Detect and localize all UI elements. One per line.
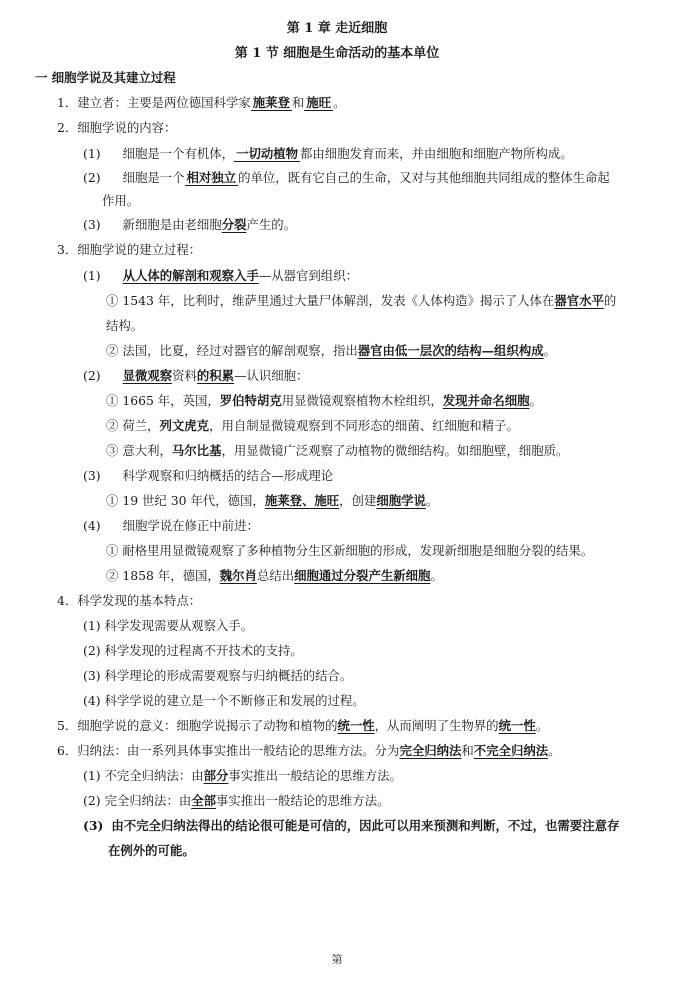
p3-s1-num: (1)	[83, 268, 101, 283]
p6-e: 。	[548, 743, 561, 758]
p2-item-2	[83, 170, 610, 186]
part-heading: 一 细胞学说及其建立过程	[35, 70, 176, 85]
p1-end: 。	[333, 95, 346, 110]
p3-s4-heading	[83, 518, 259, 534]
p2-i2-num: (2)	[83, 170, 101, 185]
paragraph-6	[57, 743, 561, 759]
p1-and: 和	[291, 95, 305, 110]
p6-u1: 完全归纳法	[399, 743, 462, 758]
p3-s4-d2-e: 。	[430, 568, 443, 583]
p3-s4-d2-a: ② 1858 年，德国，	[106, 568, 220, 583]
p3-s2-b2	[106, 418, 519, 434]
p3-s2-tail: —认识细胞：	[234, 368, 309, 383]
p3-s4-d1: ① 耐格里用显微镜观察了多种植物分生区新细胞的形成，发现新细胞是细胞分裂的结果。	[106, 543, 594, 558]
p3-s1-tail: —从器官到组织：	[258, 268, 358, 283]
p4-item: (4) 科学学说的建立是一个不断修正和发展的过程。	[83, 693, 365, 708]
p3-s3-head: 科学观察和归纳概括的结合—形成理论	[122, 468, 334, 483]
p2-i2-a: 细胞是一个	[122, 170, 185, 185]
p3-s4-num: (4)	[83, 518, 101, 533]
p6-item-1	[83, 768, 402, 784]
p2-i3-a: 新细胞是由老细胞	[122, 217, 222, 232]
p2-i1-num: (1)	[83, 146, 101, 161]
p2-i1-b: 都由细胞发育而来，并由细胞和细胞产物所构成。	[300, 146, 573, 161]
p3-s2-b1-e: 。	[529, 393, 542, 408]
p2-i1-a: 细胞是一个有机体，	[122, 146, 235, 161]
section-title: 第 1 节 细胞是生命活动的基本单位	[234, 46, 440, 61]
p5-u2: 统一性	[498, 718, 536, 733]
p6-i3-a: 由不完全归纳法得出的结论很可能是可信的，因此可以用来预测和判断，不过，也需要注意存	[111, 818, 620, 833]
p3-s3-num: (3)	[83, 468, 101, 483]
chapter-title: 第 1 章 走近细胞	[286, 21, 388, 36]
p3-s2-b1-b: 用显微镜观察植物木栓组织，	[281, 393, 443, 408]
p3-s1-a2-text: ② 法国，比夏，经过对器官的解剖观察，指出	[106, 343, 358, 358]
p4-item: (2) 科学发现的过程离不开技术的支持。	[83, 643, 303, 658]
p3-s1-a1-text: ① 1543 年，比利时，维萨里通过大量尸体解剖，发表《人体构造》揭示了人体在	[106, 293, 555, 308]
p3-s1-heading	[83, 268, 358, 284]
p3-s1-a2	[106, 343, 556, 359]
p6-i1-b: 事实推出一般结论的思维方法。	[228, 768, 402, 783]
p3-s1-a2-u: 器官由低一层次的结构—组织构成	[357, 343, 544, 358]
p6-u2: 不完全归纳法	[473, 743, 549, 758]
p3-s3-heading	[83, 468, 333, 484]
p3-s2-b3	[106, 443, 568, 459]
p6-i2-a: (2) 完全归纳法：由	[83, 793, 192, 808]
p4-item: (3) 科学理论的形成需要观察与归纳概括的结合。	[83, 668, 353, 683]
p3-s2-head2: 的积累	[196, 368, 235, 383]
p1-label: 1．建立者：主要是两位德国科学家	[57, 95, 251, 110]
paragraph-1	[57, 95, 345, 111]
p6-a: 6．归纳法：由一系列具体事实推出一般结论的思维方法。分为	[57, 743, 400, 758]
p6-i2-u: 全部	[191, 793, 217, 808]
p3-s3-c1-a: ① 19 世纪 30 年代，德国，	[106, 493, 265, 508]
p3-s2-b3-a: ③ 意大利，	[106, 443, 172, 458]
p4-item: (1) 科学发现需要从观察入手。	[83, 618, 254, 633]
p2-item-1	[83, 146, 573, 162]
p3-s2-b1-a: ① 1665 年，英国，	[106, 393, 220, 408]
p3-s2-b2-name: 列文虎克	[159, 418, 210, 433]
p2-i1-blank: 一切动植物	[236, 146, 299, 161]
p3-s2-b1	[106, 393, 542, 409]
p6-i3-num: (3)	[83, 818, 104, 833]
p2-item-3	[83, 217, 296, 233]
p5-u1: 统一性	[337, 718, 375, 733]
p2-i3-blank: 分裂	[221, 217, 247, 232]
p3-s4-d2-name: 魏尔肖	[219, 568, 257, 583]
p3-s1-a1-e: 的	[603, 293, 617, 308]
p3-s2-b3-name: 马尔比基	[171, 443, 222, 458]
p3-s2-b3-b: ，用显微镜广泛观察了动植物的微细结构。如细胞壁，细胞质。	[221, 443, 569, 458]
p2-i2-blank: 相对独立	[186, 170, 237, 185]
p6-item-2	[83, 793, 389, 809]
p3-s3-c1	[106, 493, 438, 509]
p5-e: 。	[535, 718, 549, 733]
p3-s1-a1	[106, 293, 616, 309]
p2-i2-b: 的单位，既有它自己的生命，又对与其他细胞共同组成的整体生命起	[238, 170, 610, 185]
p3-s2-head1: 显微观察	[122, 368, 173, 383]
p3-s2-b1-u: 发现并命名细胞	[442, 393, 530, 408]
p6-item-3	[83, 818, 619, 834]
p1-name2: 施旺	[306, 95, 332, 110]
p3-s4-d2-u: 细胞通过分裂产生新细胞	[294, 568, 431, 583]
paragraph-2-label: 2．细胞学说的内容：	[57, 120, 177, 135]
p6-and: 和	[461, 743, 474, 758]
p3-s1-head: 从人体的解剖和观察入手	[122, 268, 259, 283]
p6-i2-b: 事实推出一般结论的思维方法。	[216, 793, 390, 808]
p3-s2-b2-a: ② 荷兰，	[106, 418, 160, 433]
paragraph-4-label: 4．科学发现的基本特点：	[57, 593, 202, 608]
p3-s2-b2-b: ，用自制显微镜观察到不同形态的细菌、红细胞和精子。	[209, 418, 519, 433]
p3-s2-mid: 资料	[172, 368, 197, 383]
p3-s2-heading	[83, 368, 308, 384]
p3-s4-d2	[106, 568, 443, 584]
p3-s3-c1-name: 施莱登、施旺	[264, 493, 340, 508]
p6-i1-a: (1) 不完全归纳法：由	[83, 768, 204, 783]
p3-s1-a1-u: 器官水平	[554, 293, 604, 308]
p3-s1-a2-e: 。	[543, 343, 557, 358]
p1-name1: 施莱登	[252, 95, 290, 110]
p5-b: ，从而阐明了生物界的	[374, 718, 499, 733]
p3-s3-c1-b: ，创建	[339, 493, 377, 508]
p3-s4-head: 细胞学说在修正中前进：	[122, 518, 259, 533]
p6-i1-u: 部分	[203, 768, 229, 783]
p2-i2-c: 作用。	[102, 193, 140, 208]
p6-i3-b: 在例外的可能。	[108, 843, 195, 858]
p3-s4-d2-b: 总结出	[256, 568, 295, 583]
p2-i3-b: 产生的。	[246, 217, 297, 232]
p3-s3-c1-u: 细胞学说	[376, 493, 426, 508]
p5-a: 5．细胞学说的意义：细胞学说揭示了动物和植物的	[57, 718, 338, 733]
p3-s3-c1-e: 。	[425, 493, 439, 508]
p3-s1-a1c: 结构。	[106, 318, 144, 333]
paragraph-5	[57, 718, 548, 734]
p3-s2-b1-name: 罗伯特胡克	[219, 393, 282, 408]
page-footer: 第	[331, 953, 343, 966]
p3-s2-num: (2)	[83, 368, 101, 383]
p2-i3-num: (3)	[83, 217, 101, 232]
paragraph-3-label: 3．细胞学说的建立过程：	[57, 242, 202, 257]
